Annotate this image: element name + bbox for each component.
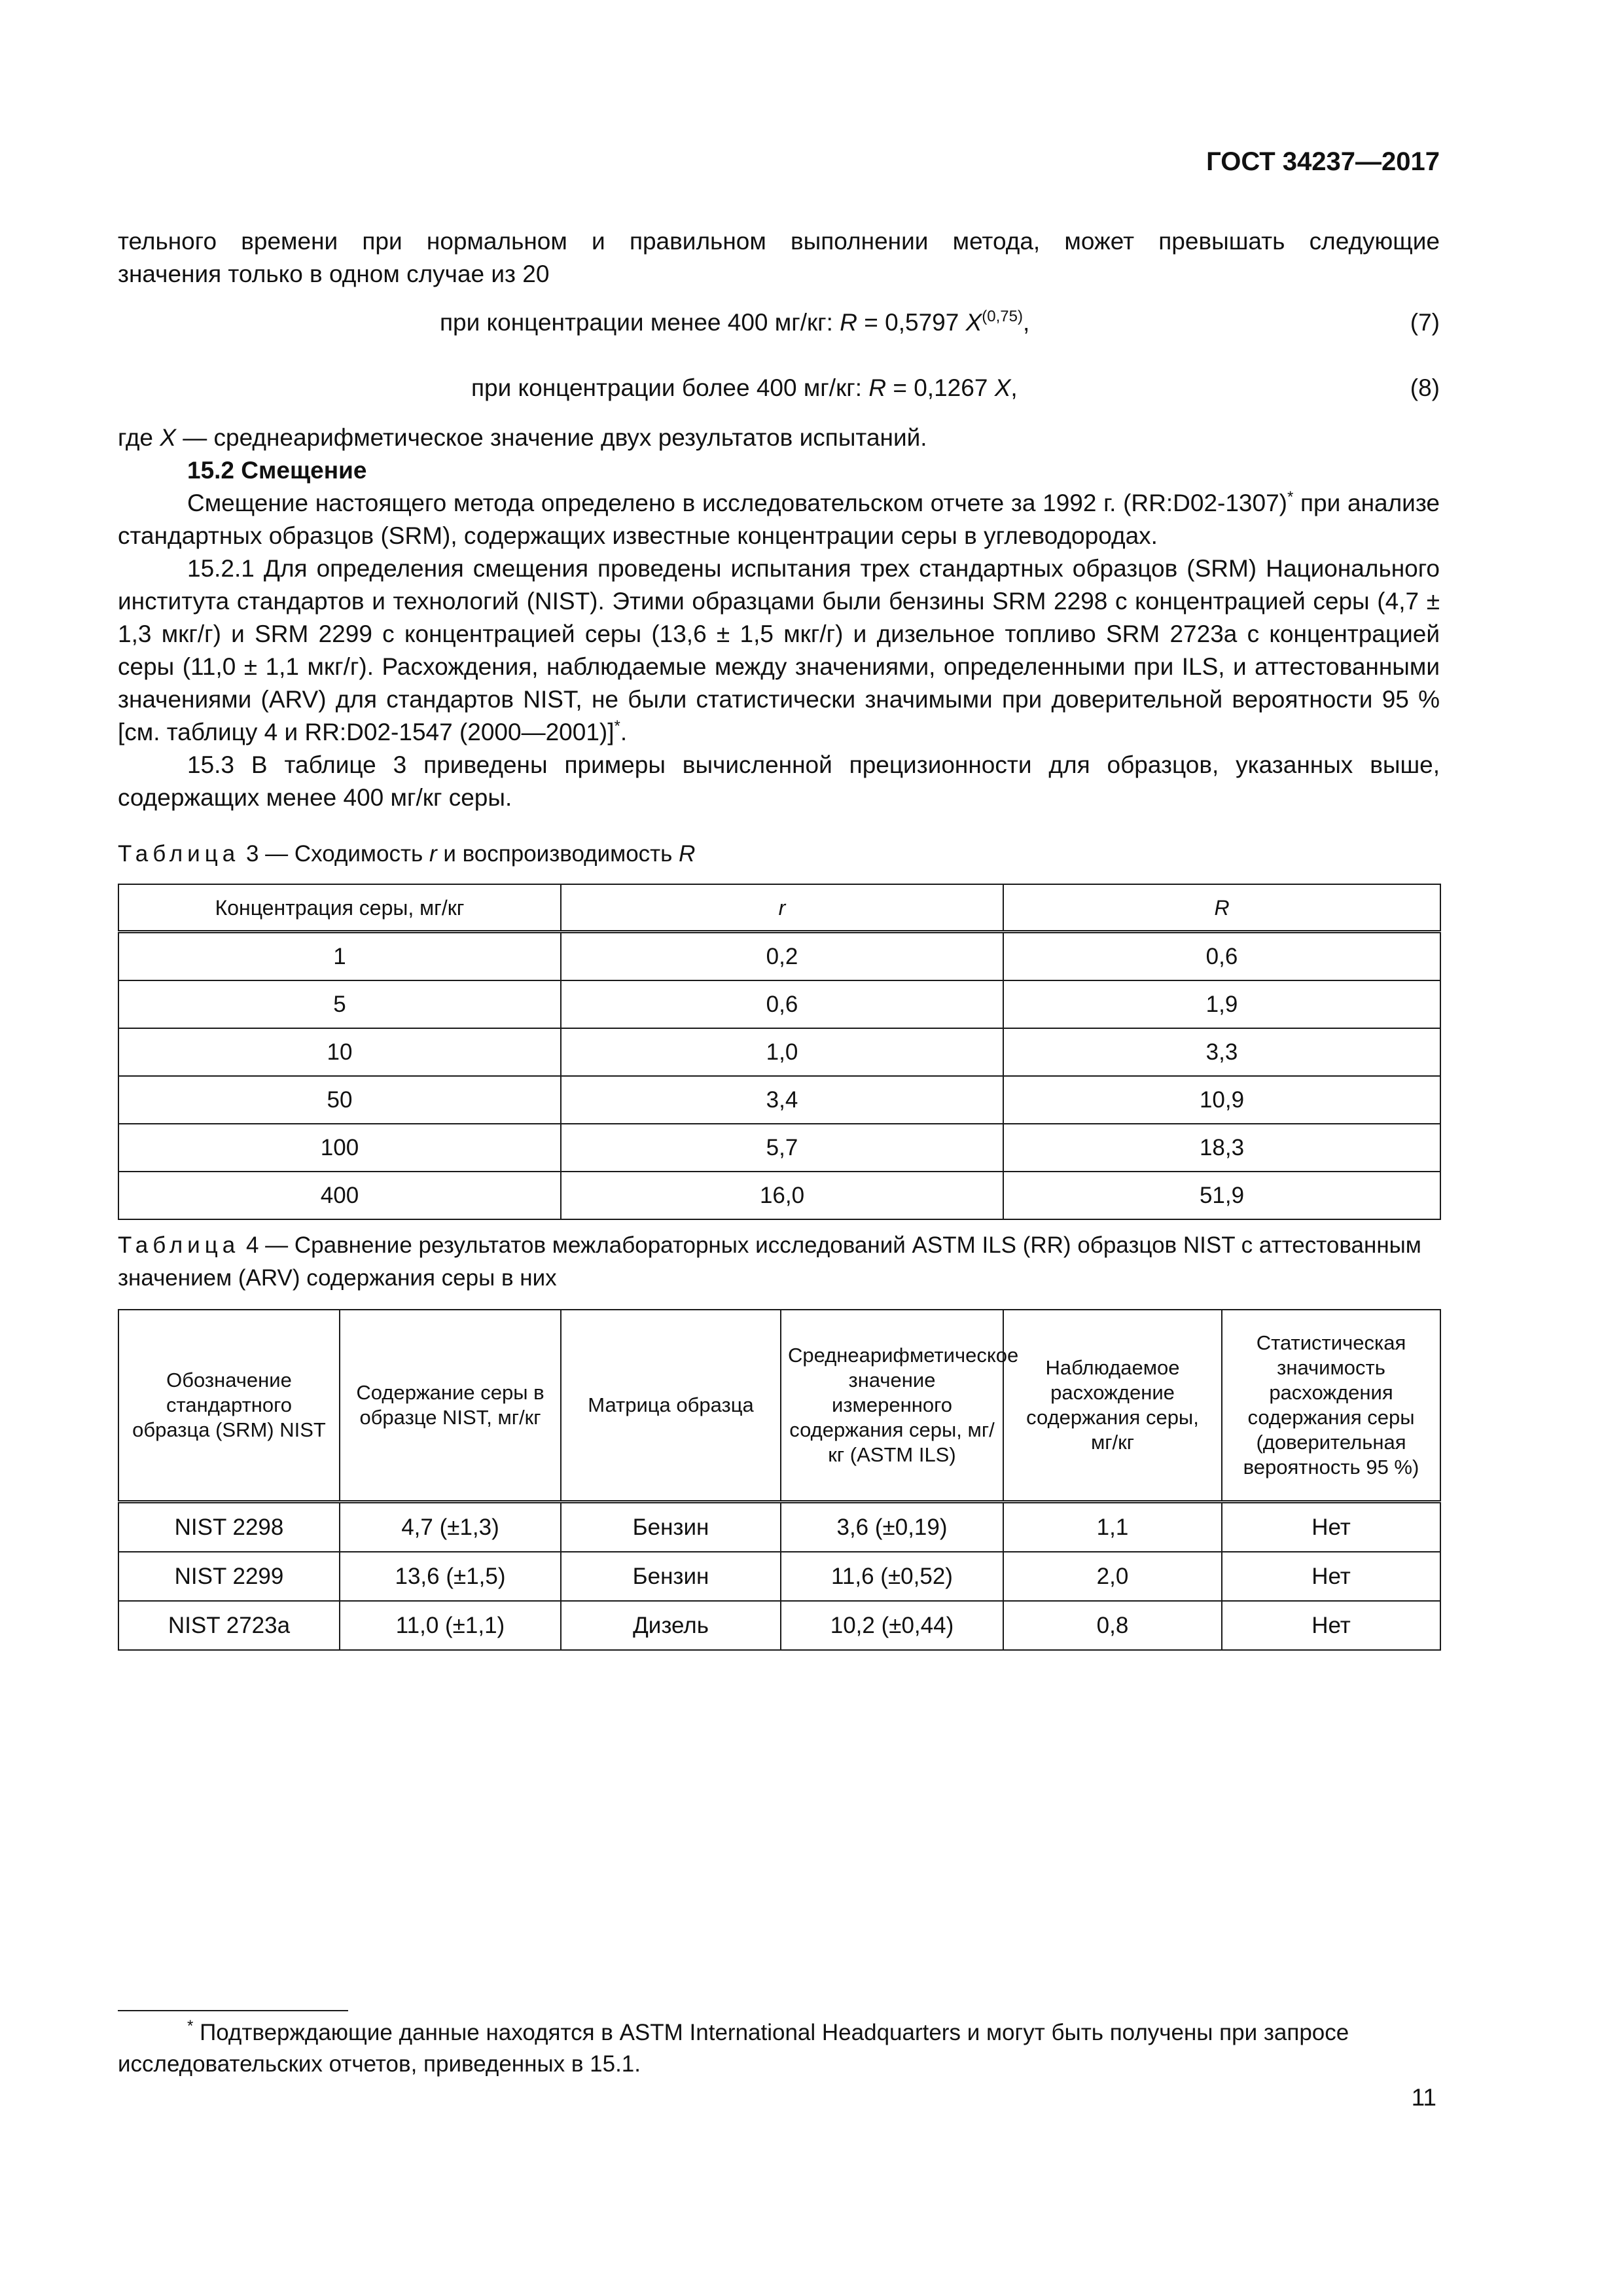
footnote-divider xyxy=(118,2010,348,2011)
table-cell: 4,7 (±1,3) xyxy=(340,1502,561,1552)
footnote-reference[interactable]: * xyxy=(1287,488,1294,506)
paragraph-15-2 xyxy=(118,487,1440,552)
page-number: 11 xyxy=(1411,2084,1436,2111)
table-cell: Нет xyxy=(1222,1601,1440,1650)
formula-7-number: (7) xyxy=(1410,309,1440,336)
table-4-caption-text: 4 — Сравнение результатов межлабораторных исследований ASTM ILS (RR) образцов NIST с аттестованным значением (ARV) содержания серы в них xyxy=(118,1232,1421,1291)
table-3-caption xyxy=(118,838,1440,870)
table-4-header-matrix: Матрица образца xyxy=(561,1310,781,1502)
table-row xyxy=(118,1502,1440,1552)
formula-7-exponent: (0,75) xyxy=(982,308,1023,325)
table-cell: 1 xyxy=(118,932,561,981)
body-text xyxy=(118,225,1440,1651)
formula-8-mid: = 0,1267 xyxy=(886,374,995,401)
table-3-label: Таблица xyxy=(118,841,240,867)
formula-7 xyxy=(118,291,1440,356)
table-cell: Нет xyxy=(1222,1502,1440,1552)
table-header-row xyxy=(118,884,1440,932)
table-4-label: Таблица xyxy=(118,1232,240,1258)
table-cell: 18,3 xyxy=(1003,1124,1440,1172)
table-cell: Бензин xyxy=(561,1502,781,1552)
table-cell: 3,6 (±0,19) xyxy=(781,1502,1003,1552)
document-code: ГОСТ 34237—2017 xyxy=(1206,147,1440,176)
table-cell: 0,6 xyxy=(1003,932,1440,981)
formula-7-text xyxy=(440,306,1029,339)
formula-8-text xyxy=(471,372,1018,404)
where-text: — среднеарифметическое значение двух результатов испытаний. xyxy=(175,424,927,451)
table-3-caption-b: и воспроизводимость xyxy=(437,841,679,867)
table-cell: NIST 2299 xyxy=(118,1552,340,1601)
formula-8 xyxy=(118,356,1440,422)
table-4-header-deviation: Наблюдаемое расхождение содержания серы, мг/кг xyxy=(1003,1310,1222,1502)
formula-8-prefix: при концентрации более 400 мг/кг: xyxy=(471,374,869,401)
table-cell: 0,8 xyxy=(1003,1601,1222,1650)
table-cell: 50 xyxy=(118,1076,561,1124)
table-cell: 400 xyxy=(118,1172,561,1219)
formula-7-prefix: при концентрации менее 400 мг/кг: xyxy=(440,309,840,336)
table-cell: 10,9 xyxy=(1003,1076,1440,1124)
table-4-header-significance: Статистическая значимость расхождения содержания серы (доверительная вероятность 95 %) xyxy=(1222,1310,1440,1502)
table-cell: 11,6 (±0,52) xyxy=(781,1552,1003,1601)
table-row xyxy=(118,1124,1440,1172)
table-4-caption xyxy=(118,1229,1440,1295)
formula-8-number: (8) xyxy=(1410,374,1440,401)
footnote xyxy=(118,2017,1440,2080)
table-3-caption-r: r xyxy=(429,841,437,867)
table-cell: 16,0 xyxy=(561,1172,1003,1219)
formula-7-suffix: , xyxy=(1022,309,1030,336)
where-prefix: где xyxy=(118,424,160,451)
table-row xyxy=(118,980,1440,1028)
table-row xyxy=(118,1601,1440,1650)
formula-8-suffix: , xyxy=(1010,374,1018,401)
table-4-header-content: Содержание серы в образце NIST, мг/кг xyxy=(340,1310,561,1502)
table-cell: 51,9 xyxy=(1003,1172,1440,1219)
paragraph-15-2-1 xyxy=(118,552,1440,749)
table-cell: 1,9 xyxy=(1003,980,1440,1028)
table-cell: 5 xyxy=(118,980,561,1028)
table-3-caption-R: R xyxy=(679,841,696,867)
footnote-text: Подтверждающие данные находятся в ASTM International Headquarters и могут быть получены при запросе исследовательских отчетов, приведенных в 15.1. xyxy=(118,2020,1349,2077)
intro-line-1: тельного времени при нормальном и правильном выполнении метода, может превышать следующие xyxy=(118,228,1440,255)
table-3-caption-a: 3 — Сходимость xyxy=(240,841,429,867)
table-cell: Дизель xyxy=(561,1601,781,1650)
table-cell: 100 xyxy=(118,1124,561,1172)
table-4-header-mean: Среднеарифметическое значение измеренного содержания серы, мг/кг (ASTM ILS) xyxy=(781,1310,1003,1502)
paragraph-15-2-1-text: 15.2.1 Для определения смещения проведены испытания трех стандартных образцов (SRM) Национального института стандартов и технологий (NIST). Этими образцами были бензины SRM 2298 с концентрацией серы (4,7 ± 1,3 мкг/г) и SRM 2299 с концентрацией серы (13,6 ± 1,5 мкг/г) и дизельное топливо SRM 2723a с концентрацией серы (11,0 ± 1,1 мкг/г). Расхождения, наблюдаемые между значениями, определенными при ILS, и аттестованными значениями (ARV) для стандартов NIST, не были статистически значимыми при доверительной вероятности 95 % [см. таблицу 4 и RR:D02-1547 (2000—2001)] xyxy=(118,555,1440,745)
table-cell: Бензин xyxy=(561,1552,781,1601)
formula-8-var: R xyxy=(868,374,887,401)
table-3-header-r-text: r xyxy=(778,895,786,920)
table-cell: 1,1 xyxy=(1003,1502,1222,1552)
paragraph-15-2-text-end: при анализе стандартных образцов (SRM), содержащих известные концентрации серы в углеводородах. xyxy=(118,490,1440,549)
table-cell: 0,6 xyxy=(561,980,1003,1028)
table-cell: 10 xyxy=(118,1028,561,1076)
table-cell: 0,2 xyxy=(561,932,1003,981)
table-3-header-r xyxy=(561,884,1003,932)
table-cell: 1,0 xyxy=(561,1028,1003,1076)
formula-7-mid: = 0,5797 xyxy=(857,309,966,336)
intro-line-2: значения только в одном случае из 20 xyxy=(118,260,550,287)
paragraph-15-2-text: Смещение настоящего метода определено в исследовательском отчете за 1992 г. (RR:D02-1307) xyxy=(187,490,1287,516)
table-cell: 3,4 xyxy=(561,1076,1003,1124)
where-paragraph xyxy=(118,422,1440,454)
table-row xyxy=(118,1076,1440,1124)
table-row xyxy=(118,1028,1440,1076)
table-header-row xyxy=(118,1310,1440,1502)
intro-paragraph-end xyxy=(118,258,1440,291)
table-cell: NIST 2298 xyxy=(118,1502,340,1552)
formula-7-base: X xyxy=(965,309,982,336)
table-cell: 13,6 (±1,5) xyxy=(340,1552,561,1601)
table-cell: 5,7 xyxy=(561,1124,1003,1172)
table-cell: 3,3 xyxy=(1003,1028,1440,1076)
table-4-header-srm: Обозначение стандартного образца (SRM) NIST xyxy=(118,1310,340,1502)
where-var: X xyxy=(160,424,176,451)
footnote-reference[interactable]: * xyxy=(614,717,620,735)
formula-7-var: R xyxy=(840,309,857,336)
table-row xyxy=(118,1552,1440,1601)
paragraph-15-2-1-end: . xyxy=(620,719,628,745)
table-3-header-R xyxy=(1003,884,1440,932)
paragraph-15-3: 15.3 В таблице 3 приведены примеры вычисленной прецизионности для образцов, указанных выше, содержащих менее 400 мг/кг серы. xyxy=(118,751,1440,811)
table-3-header-R-text: R xyxy=(1214,895,1230,920)
table-3-header-concentration: Концентрация серы, мг/кг xyxy=(118,884,561,932)
table-3 xyxy=(118,884,1441,1220)
table-cell: 2,0 xyxy=(1003,1552,1222,1601)
table-cell: NIST 2723a xyxy=(118,1601,340,1650)
section-heading-15-2: 15.2 Смещение xyxy=(187,457,367,484)
intro-paragraph xyxy=(118,225,1440,258)
table-4 xyxy=(118,1309,1441,1651)
table-cell: 10,2 (±0,44) xyxy=(781,1601,1003,1650)
table-cell: 11,0 (±1,1) xyxy=(340,1601,561,1650)
footnote-marker: * xyxy=(187,2017,194,2035)
table-cell: Нет xyxy=(1222,1552,1440,1601)
table-row xyxy=(118,932,1440,981)
table-row xyxy=(118,1172,1440,1219)
formula-8-base: X xyxy=(994,374,1011,401)
